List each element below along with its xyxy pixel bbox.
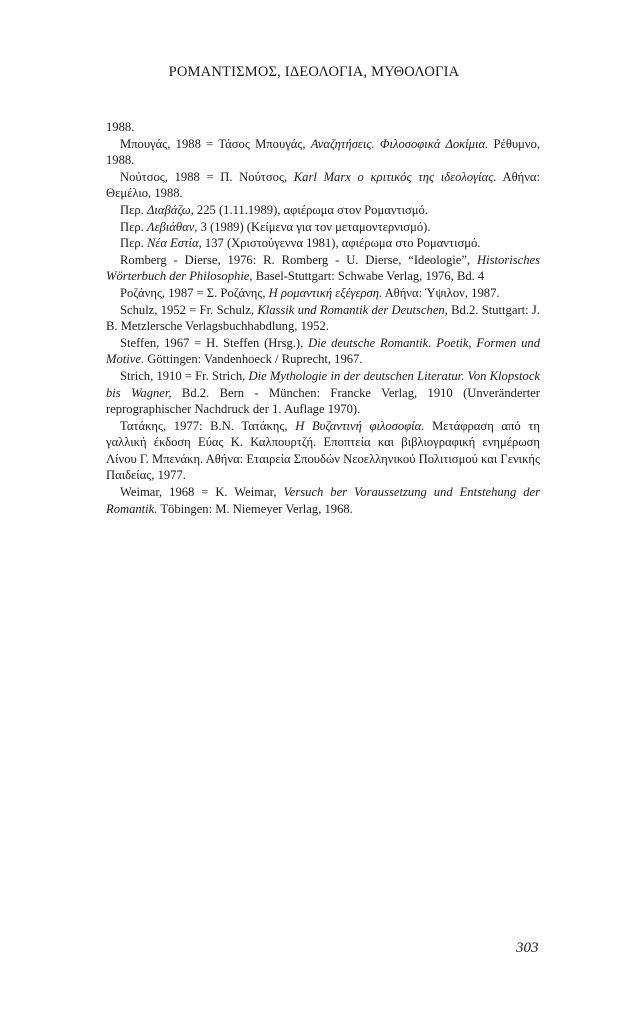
- entry-title-italic: Die Mythologie in der deutschen Literatur. Von Klopstock bis Wagner,: [106, 368, 540, 400]
- entry-text: Basel-Stuttgart: Schwabe Verlag, 1976, Bd. 4: [252, 269, 485, 284]
- entry-text: Bd.2. Stuttgart: J. B. Metzlersche Verlagsbuchhabdlung, 1952.: [106, 302, 540, 334]
- entry-text: Romberg - Dierse, 1976: R. Romberg - U. Dierse, “Ideologie”,: [120, 252, 478, 267]
- entry-text: Strich, 1910 = Fr. Strich,: [120, 368, 249, 383]
- entry-text: Περ.: [120, 236, 147, 251]
- bibliography-entry: [106, 302, 540, 335]
- bibliography-entry: [106, 219, 540, 236]
- entry-text: Göttingen: Vandenhoeck / Ruprecht, 1967.: [144, 352, 363, 367]
- running-header: ΡΟΜΑΝΤΙΣΜΟΣ, ΙΔΕΟΛΟΓΙΑ, ΜΥΘΟΛΟΓΙΑ: [168, 64, 460, 80]
- entry-text: 225 (1.11.1989), αφιέρωμα στον Ρομαντισμό.: [193, 202, 428, 217]
- entry-text: Bd.2. Bern - München: Francke Verlag, 1910 (Unveränderter reprographischer Nachdruck der 1. Auflage 1970).: [106, 385, 541, 417]
- bibliography-entry: [106, 119, 540, 136]
- entry-title-italic: Λεβιάθαν,: [146, 219, 198, 234]
- entry-title-italic: Klassik und Romantik der Deutschen,: [257, 302, 448, 317]
- entry-text: Περ.: [120, 202, 147, 217]
- bibliography-list: [106, 119, 540, 517]
- entry-text: Ρέθυμνο, 1988.: [106, 136, 541, 168]
- entry-title-italic: Karl Marx ο κριτικός της ιδεολογίας.: [293, 169, 497, 184]
- entry-text: Αθήνα: Θεμέλιο, 1988.: [106, 169, 540, 201]
- entry-text: Νούτσος, 1988 = Π. Νούτσος,: [120, 169, 294, 184]
- entry-text: 1988.: [106, 120, 135, 134]
- entry-title-italic: Η Βυζαντινή φιλοσοφία.: [295, 418, 425, 433]
- entry-title-italic: Η ρομαντική εξέγερση.: [268, 285, 383, 300]
- entry-text: Μετάφραση από τη γαλλική έκδοση Εύας Κ. Καλπουρτζή. Εποπτεία και βιβλιογραφική ενημέρωση Λίνου Γ. Μπενάκη. Αθήνα: Εταιρεία Σπουδών Νεοελληνικού Πολιτισμού και Γενικής Παιδείας, 1977.: [106, 418, 540, 483]
- page-number: 303: [516, 940, 539, 956]
- entry-text: Steffen, 1967 = H. Steffen (Hrsg.),: [120, 335, 309, 350]
- entry-text: Περ.: [120, 219, 147, 234]
- entry-text: Weimar, 1968 = K. Weimar,: [120, 485, 284, 500]
- bibliography-entry: [106, 335, 540, 368]
- entry-text: Τατάκης, 1977: Β.Ν. Τατάκης,: [120, 418, 296, 433]
- entry-text: Αθήνα: Ύψιλον, 1987.: [382, 285, 500, 300]
- bibliography-entry: [106, 285, 540, 302]
- entry-title-italic: Versuch ber Voraussetzung und Entstehung der Romantik.: [106, 485, 540, 516]
- bibliography-entry: [106, 235, 540, 252]
- entry-text: Μπουγάς, 1988 = Τάσος Μπουγάς,: [120, 136, 311, 151]
- entry-title-italic: Die deutsche Romantik. Poetik, Formen und Motive.: [106, 335, 540, 367]
- entry-text: 3 (1989) (Κείμενα για τον μεταμοντερνισμό).: [197, 219, 431, 234]
- bibliography-entry: [106, 252, 540, 285]
- entry-title-italic: Διαβάζω,: [146, 202, 194, 217]
- entry-text: Ροζάνης, 1987 = Σ. Ροζάνης,: [120, 285, 269, 300]
- entry-text: Schulz, 1952 = Fr. Schulz,: [120, 302, 258, 317]
- entry-title-italic: Historisches Wörterbuch der Philosophie,: [106, 252, 540, 284]
- bibliography-entry: [106, 484, 540, 517]
- bibliography-entry: [106, 368, 540, 418]
- entry-text: Töbingen: M. Niemeyer Verlag, 1968.: [157, 501, 353, 516]
- bibliography-entry: [106, 169, 540, 202]
- bibliography-entry: [106, 202, 540, 219]
- entry-text: 137 (Χριστούγεννα 1981), αφιέρωμα στο Ρομαντισμό.: [201, 236, 481, 251]
- bibliography-entry: [106, 418, 540, 484]
- bibliography-entry: [106, 136, 540, 169]
- entry-title-italic: Νέα Εστία,: [146, 236, 202, 251]
- entry-title-italic: Αναζητήσεις. Φιλοσοφικά Δοκίμια.: [310, 136, 489, 151]
